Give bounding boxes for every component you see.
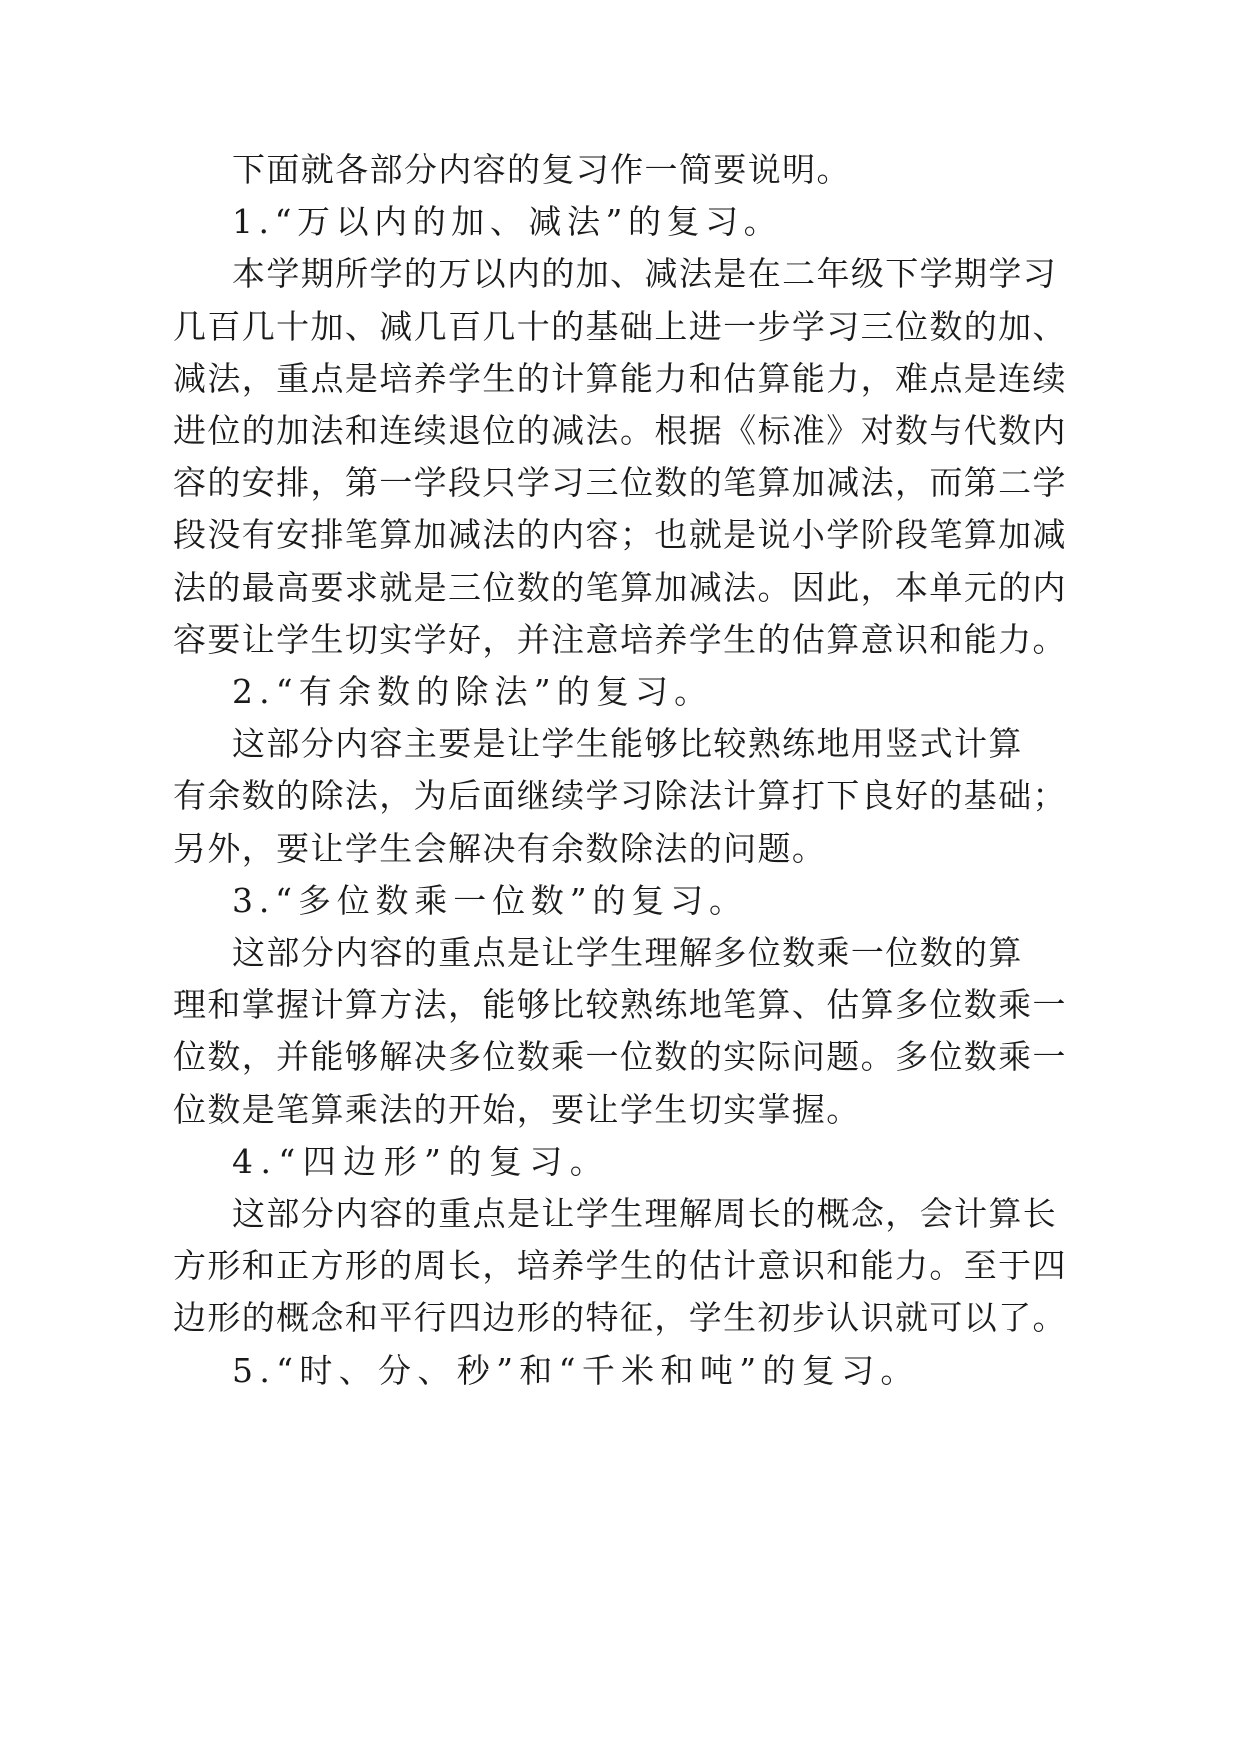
paragraph-line: 几百几十加、减几百几十的基础上进一步学习三位数的加、 bbox=[173, 306, 1067, 346]
paragraph-line: 减法，重点是培养学生的计算能力和估算能力，难点是连续 bbox=[173, 358, 1067, 398]
paragraph-line: 这部分内容的重点是让学生理解多位数乘一位数的算 bbox=[232, 933, 1023, 972]
paragraph-line: 理和掌握计算方法，能够比较熟练地笔算、估算多位数乘一 bbox=[173, 985, 1067, 1025]
paragraph-line: 位数是笔算乘法的开始，要让学生切实掌握。 bbox=[173, 1089, 861, 1129]
paragraph-line: 下面就各部分内容的复习作一简要说明。 bbox=[232, 150, 851, 189]
paragraph-line: 容的安排，第一学段只学习三位数的笔算加减法，而第二学 bbox=[173, 463, 1067, 503]
paragraph-line: 这部分内容的重点是让学生理解周长的概念，会计算长 bbox=[232, 1194, 1058, 1233]
paragraph-line: 这部分内容主要是让学生能够比较熟练地用竖式计算 bbox=[232, 724, 1023, 764]
paragraph-line: 有余数的除法，为后面继续学习除法计算打下良好的基础； bbox=[173, 776, 1067, 816]
paragraph-line: 边形的概念和平行四边形的特征，学生初步认识就可以了。 bbox=[173, 1298, 1067, 1338]
paragraph-line: 段没有安排笔算加减法的内容；也就是说小学阶段笔算加减 bbox=[173, 515, 1067, 555]
section-heading: 1.“万以内的加、减法”的复习。 bbox=[232, 202, 783, 242]
section-heading: 3.“多位数乘一位数”的复习。 bbox=[232, 880, 748, 920]
section-heading: 2.“有余数的除法”的复习。 bbox=[232, 672, 714, 711]
paragraph-line: 进位的加法和连续退位的减法。根据《标准》对数与代数内 bbox=[173, 411, 1067, 450]
section-heading: 5.“时、分、秒”和“千米和吨”的复习。 bbox=[232, 1350, 920, 1390]
paragraph-line: 位数，并能够解决多位数乘一位数的实际问题。多位数乘一 bbox=[173, 1037, 1067, 1077]
paragraph-line: 容要让学生切实学好，并注意培养学生的估算意识和能力。 bbox=[173, 619, 1067, 659]
paragraph-line: 方形和正方形的周长，培养学生的估计意识和能力。至于四 bbox=[173, 1246, 1067, 1286]
paragraph-line: 法的最高要求就是三位数的笔算加减法。因此，本单元的内 bbox=[173, 567, 1067, 607]
section-heading: 4.“四边形”的复习。 bbox=[232, 1141, 611, 1181]
paragraph-line: 本学期所学的万以内的加、减法是在二年级下学期学习 bbox=[232, 254, 1058, 294]
paragraph-line: 另外，要让学生会解决有余数除法的问题。 bbox=[173, 828, 827, 868]
